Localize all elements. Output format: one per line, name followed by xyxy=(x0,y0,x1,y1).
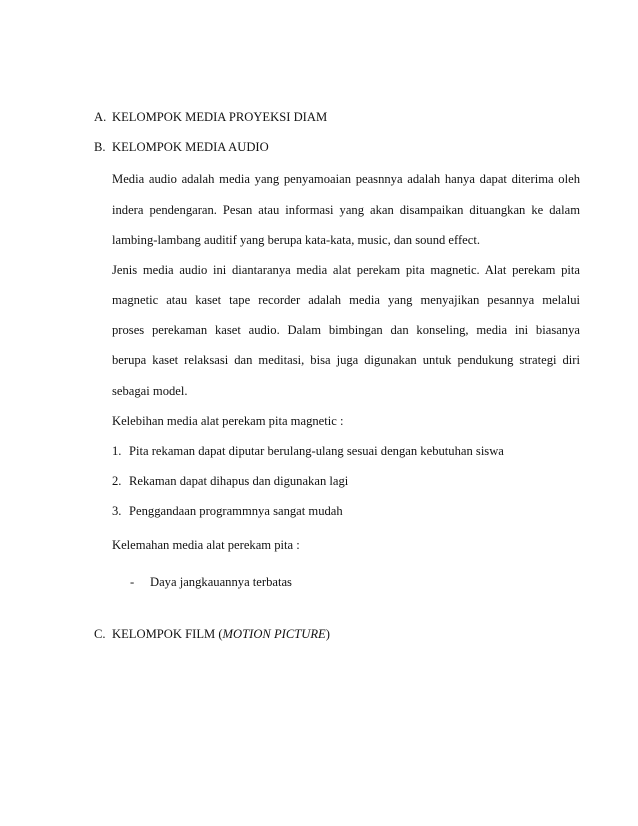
section-b-letter: B. xyxy=(94,140,106,154)
weaknesses-title: Kelemahan media alat perekam pita : xyxy=(112,538,300,552)
advantage-text: Rekaman dapat dihapus dan digunakan lagi xyxy=(129,474,349,488)
audio-para2-line-2: magnetic atau kaset tape recorder adalah media yang menyajikan pesannya melalui xyxy=(112,293,580,307)
weakness-bullet: - xyxy=(130,575,135,589)
audio-para2-line-1: Jenis media audio ini diantaranya media alat perekam pita magnetic. Alat perekam pita xyxy=(112,263,580,277)
section-b-title: KELOMPOK MEDIA AUDIO xyxy=(112,140,269,154)
advantage-text: Penggandaan programmnya sangat mudah xyxy=(129,504,343,518)
audio-para1-line-3: lambing-lambang auditif yang berupa kata-kata, music, dan sound effect. xyxy=(112,233,481,247)
weakness-item-1 xyxy=(130,574,292,590)
section-a-heading xyxy=(94,109,327,125)
section-b-heading xyxy=(94,139,269,155)
audio-para2-line-3: proses perekaman kaset audio. Dalam bimbingan dan konseling, media ini biasanya xyxy=(112,323,580,337)
advantage-item-3 xyxy=(112,503,343,519)
advantage-number: 2. xyxy=(112,474,122,488)
advantage-item-1 xyxy=(112,443,504,459)
section-c-title-italic: MOTION PICTURE xyxy=(222,627,326,641)
audio-para2-line-5: sebagai model. xyxy=(112,384,188,398)
audio-para1-line-1: Media audio adalah media yang penyamoaian peasnnya adalah hanya dapat diterima oleh xyxy=(112,172,580,186)
section-a-letter: A. xyxy=(94,110,107,124)
audio-para2-line-4: berupa kaset relaksasi dan meditasi, bisa juga digunakan untuk pendukung strategi diri xyxy=(112,353,580,367)
weakness-text: Daya jangkauannya terbatas xyxy=(150,575,292,589)
section-a-title: KELOMPOK MEDIA PROYEKSI DIAM xyxy=(112,110,328,124)
section-c-letter: C. xyxy=(94,627,106,641)
audio-para1-line-2: indera pendengaran. Pesan atau informasi yang akan disampaikan dituangkan ke dalam xyxy=(112,203,580,217)
advantages-title: Kelebihan media alat perekam pita magnetic : xyxy=(112,414,344,428)
section-c-title-suffix: ) xyxy=(325,627,330,641)
advantage-number: 1. xyxy=(112,444,122,458)
section-c-title-prefix: KELOMPOK FILM ( xyxy=(112,627,223,641)
section-c-heading xyxy=(94,626,330,642)
advantage-text: Pita rekaman dapat diputar berulang-ulang sesuai dengan kebutuhan siswa xyxy=(129,444,504,458)
advantage-number: 3. xyxy=(112,504,122,518)
advantage-item-2 xyxy=(112,473,348,489)
